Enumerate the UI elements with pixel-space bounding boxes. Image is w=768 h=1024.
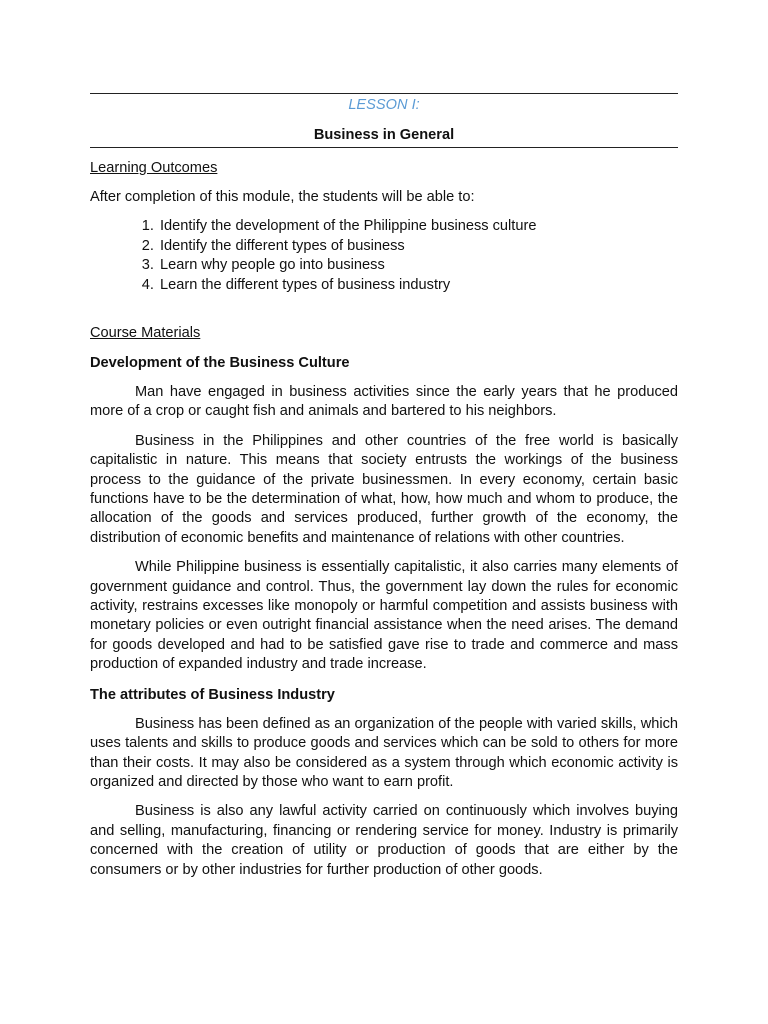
body-paragraph: While Philippine business is essentially capitalistic, it also carries many elements of government guidance and control. Thus, the government lay down the rules for economic activity, restrains excesses like monopoly or harmful competition and assists business with monetary policies or even outright financial assistance when the need arises. The demand for goods developed and had to be satisfied gave rise to trade and commerce and mass production of expanded industry and trade increase. [90, 559, 678, 673]
learning-outcomes-heading: Learning Outcomes [90, 160, 218, 176]
section-heading-business-industry: The attributes of Business Industry [90, 686, 335, 703]
body-paragraph: Business has been defined as an organization of the people with varied skills, which uses talents and skills to produce goods and services which can be sold to others for more than their costs. It may also be considered as a system through which economic activity is organized and directed by those who want to earn profit. [90, 715, 678, 790]
body-paragraph: Man have engaged in business activities since the early years that he produced more of a crop or caught fish and animals and bartered to his neighbors. [90, 384, 678, 420]
outcome-item: 1. Identify the development of the Philippine business culture [158, 217, 678, 237]
learning-outcomes-intro: After completion of this module, the students will be able to: [90, 189, 475, 205]
body-paragraph: Business is also any lawful activity carried on continuously which involves buying and selling, manufacturing, financing or rendering service for money. Industry is primarily concerned with the creation of utility or production of goods that are either by the consumers or by other industries for further production of other goods. [90, 803, 678, 878]
learning-outcomes-list [90, 217, 678, 295]
outcome-item: 2. Identify the different types of business [158, 237, 678, 257]
top-rule [90, 93, 678, 94]
course-materials-heading: Course Materials [90, 325, 201, 341]
title-rule [90, 147, 678, 148]
section-heading-business-culture: Development of the Business Culture [90, 355, 350, 371]
body-paragraph: Business in the Philippines and other countries of the free world is basically capitalistic in nature. This means that society entrusts the workings of the business process to the guidance of the private businessmen. In every economy, certain basic functions have to be the determination of what, how, how much and whom to produce, the allocation of the goods and services produced, further growth of the economy, the distribution of economic benefits and maintenance of relations with other countries. [90, 432, 678, 546]
lesson-title: Business in General [313, 127, 455, 143]
outcome-item: 4. Learn the different types of business industry [158, 276, 678, 296]
document-page [90, 93, 678, 880]
lesson-label: LESSON I: [348, 97, 420, 113]
outcome-item: 3. Learn why people go into business [158, 256, 678, 276]
